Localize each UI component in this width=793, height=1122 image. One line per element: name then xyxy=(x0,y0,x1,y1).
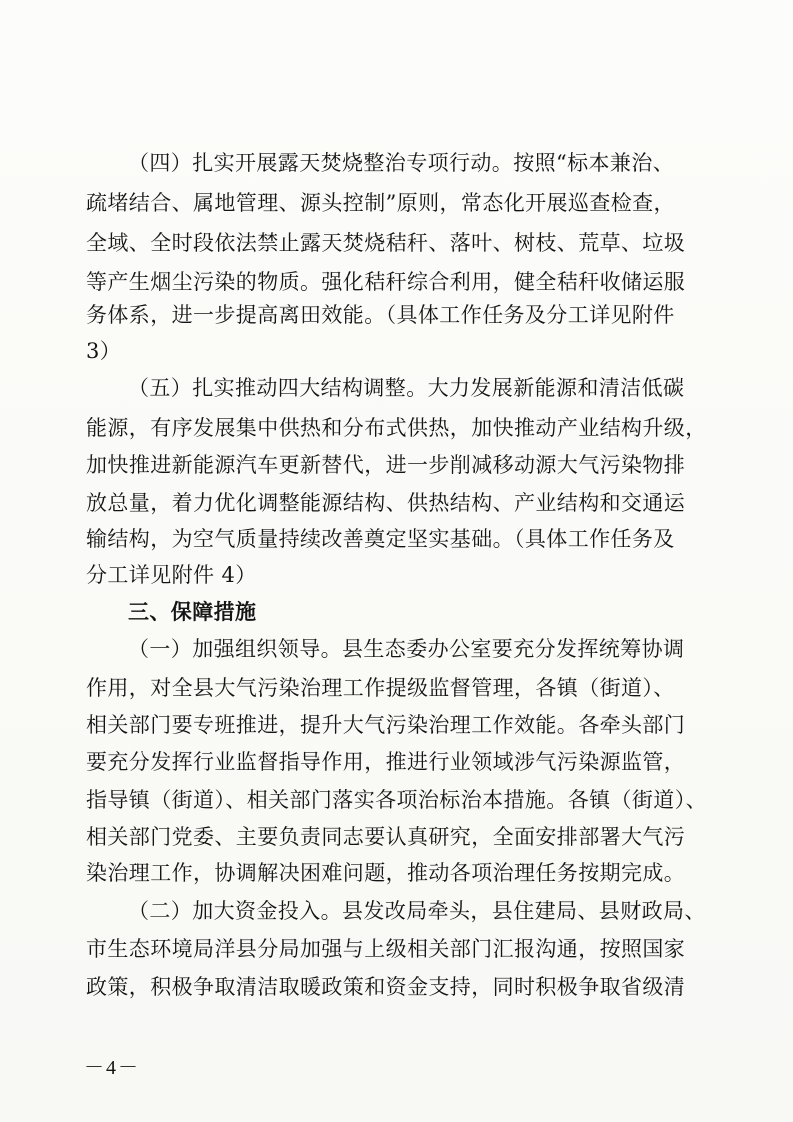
paragraph-5-line-2: 能源，有序发展集中供热和分布式供热，加快推动产业结构升级， xyxy=(86,416,707,440)
section-3-para-2-line-3: 政策，积极争取清洁取暖政策和资金支持，同时积极争取省级清 xyxy=(86,975,686,999)
section-3-para-1-line-6: 相关部门党委、主要负责同志要认真研究，全面安排部署大气污 xyxy=(86,825,686,849)
paragraph-4-line-5: 务体系，进一步提高离田效能。（具体工作任务及分工详见附件 xyxy=(86,303,675,327)
paragraph-4-line-1: （四）扎实开展露天焚烧整治专项行动。按照“标本兼治、 xyxy=(128,151,675,175)
section-3-para-1-line-5: 指导镇（街道）、相关部门落实各项治标治本措施。各镇（街道）、 xyxy=(86,788,707,812)
page-number: －4－ xyxy=(84,1057,140,1079)
section-3-para-1-line-7: 染治理工作，协调解决困难问题，推动各项治理任务按期完成。 xyxy=(86,861,686,885)
section-3-para-2-line-1: （二）加大资金投入。县发改局牵头，县住建局、县财政局、 xyxy=(128,899,706,923)
paragraph-5-line-6: 分工详见附件 4） xyxy=(86,563,257,587)
paragraph-5-line-3: 加快推进新能源汽车更新替代，进一步削减移动源大气污染物排 xyxy=(86,453,686,477)
paragraph-4-line-3: 全域、全时段依法禁止露天焚烧秸秆、落叶、树枝、荒草、垃圾 xyxy=(86,231,686,255)
section-3-para-1-line-4: 要充分发挥行业监督指导作用，推进行业领域涉气污染源监管， xyxy=(86,750,686,774)
paragraph-4-line-4: 等产生烟尘污染的物质。强化秸秆综合利用，健全秸秆收储运服 xyxy=(86,270,686,294)
section-3-para-2-line-2: 市生态环境局洋县分局加强与上级相关部门汇报沟通，按照国家 xyxy=(86,937,686,961)
paragraph-4-line-6: 3） xyxy=(86,339,122,363)
section-3-para-1-line-1: （一）加强组织领导。县生态委办公室要充分发挥统筹协调 xyxy=(128,637,685,661)
paragraph-5-line-1: （五）扎实推动四大结构调整。大力发展新能源和清洁低碳 xyxy=(128,376,685,400)
paragraph-5-line-4: 放总量，着力优化调整能源结构、供热结构、产业结构和交通运 xyxy=(86,491,686,515)
section-3-para-1-line-2: 作用，对全县大气污染治理工作提级监督管理，各镇（街道）、 xyxy=(86,676,675,700)
paragraph-5-line-5: 输结构，为空气质量持续改善奠定坚实基础。（具体工作任务及 xyxy=(86,527,675,551)
section-3-para-1-line-3: 相关部门要专班推进，提升大气污染治理工作效能。各牵头部门 xyxy=(86,713,686,737)
section-heading-safeguards: 三、保障措施 xyxy=(128,600,257,624)
paragraph-4-line-2: 疏堵结合、属地管理、源头控制”原则，常态化开展巡查检查， xyxy=(86,191,675,215)
